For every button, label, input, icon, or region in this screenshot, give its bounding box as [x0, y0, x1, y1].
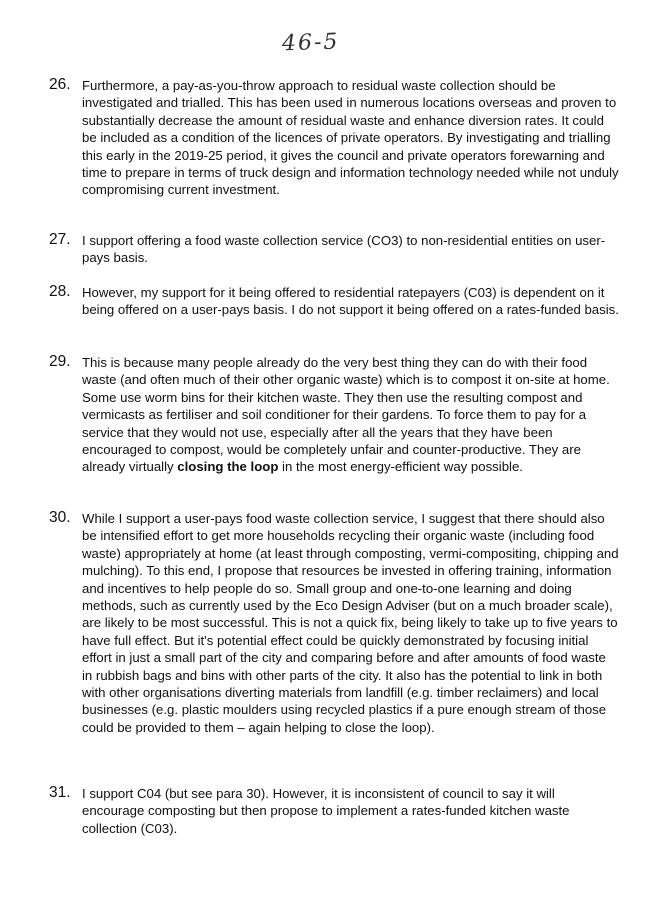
paragraph-26	[49, 77, 619, 199]
paragraph-28	[49, 284, 619, 319]
paragraph-text: Furthermore, a pay-as-you-throw approach to residual waste collection should be investigated and trialled. This has been used in numerous locations overseas and proven to substantially decrease the amount of residual waste and enhance diversion rates. It could be included as a condition of the licences of private operators. By investigating and trialling this early in the 2019-25 period, it gives the council and private operators forewarning and time to prepare in terms of truck design and information technology needed while not unduly compromising current investment.	[82, 78, 619, 198]
paragraph-number: 30.	[49, 509, 71, 526]
paragraph-number: 27.	[49, 231, 71, 248]
paragraph-number: 29.	[49, 353, 71, 370]
paragraph-30	[49, 510, 619, 736]
paragraph-number: 26.	[49, 76, 71, 93]
emphasis-closing-the-loop: closing the loop	[177, 459, 279, 475]
paragraph-text: However, my support for it being offered to residential ratepayers (C03) is dependent on it being offered on a user-pays basis. I do not support it being offered on a rates-funded basis.	[82, 285, 619, 318]
paragraph-text-part: This is because many people already do the very best thing they can do with their food waste (and often much of their other organic waste) which is to compost it on-site at home. Some use worm bins for their kitchen waste. They then use the resulting compost and vermicasts as fertiliser and soil conditioner for their gardens. To force them to pay for a service that they would not use, especially after all the years that they have been encouraged to compost, would be completely unfair and counter-productive. They are already virtually	[82, 355, 610, 475]
paragraph-number: 28.	[49, 283, 71, 300]
paragraph-29	[49, 354, 619, 476]
paragraph-text	[82, 354, 619, 476]
paragraph-27	[49, 232, 619, 267]
paragraph-number: 31.	[49, 784, 71, 801]
handwritten-page-mark: 46-5	[281, 29, 340, 57]
paragraph-text: While I support a user-pays food waste collection service, I suggest that there should also be intensified effort to get more households recycling their organic waste (including food waste) appropriately at home (at least through composting, vermi-compositing, chipping and mulching). To this end, I propose that resources be invested in offering training, information and incentives to help people do so. Small group and one-to-one learning and doing methods, such as currently used by the Eco Design Adviser (but on a much broader scale), are likely to be most successful. This is not a quick fix, being likely to take up to five years to have full effect. But it's potential effect could be quickly demonstrated by focusing initial effort in just a small part of the city and comparing before and after amounts of food waste in rubbish bags and bins with other parts of the city. It also has the potential to link in both with other organisations diverting materials from landfill (e.g. timber reclaimers) and local businesses (e.g. plastic moulders using recycled plastics if a pure enough stream of those could be provided to them – again helping to close the loop).	[82, 511, 619, 735]
paragraph-text: I support offering a food waste collection service (CO3) to non-residential entities on user-pays basis.	[82, 233, 606, 266]
paragraph-text-part: in the most energy-efficient way possible.	[278, 459, 523, 475]
paragraph-text: I support C04 (but see para 30). However, it is inconsistent of council to say it will encourage composting but then propose to implement a rates-funded kitchen waste collection (C03).	[82, 786, 570, 836]
paragraph-31	[49, 785, 619, 837]
